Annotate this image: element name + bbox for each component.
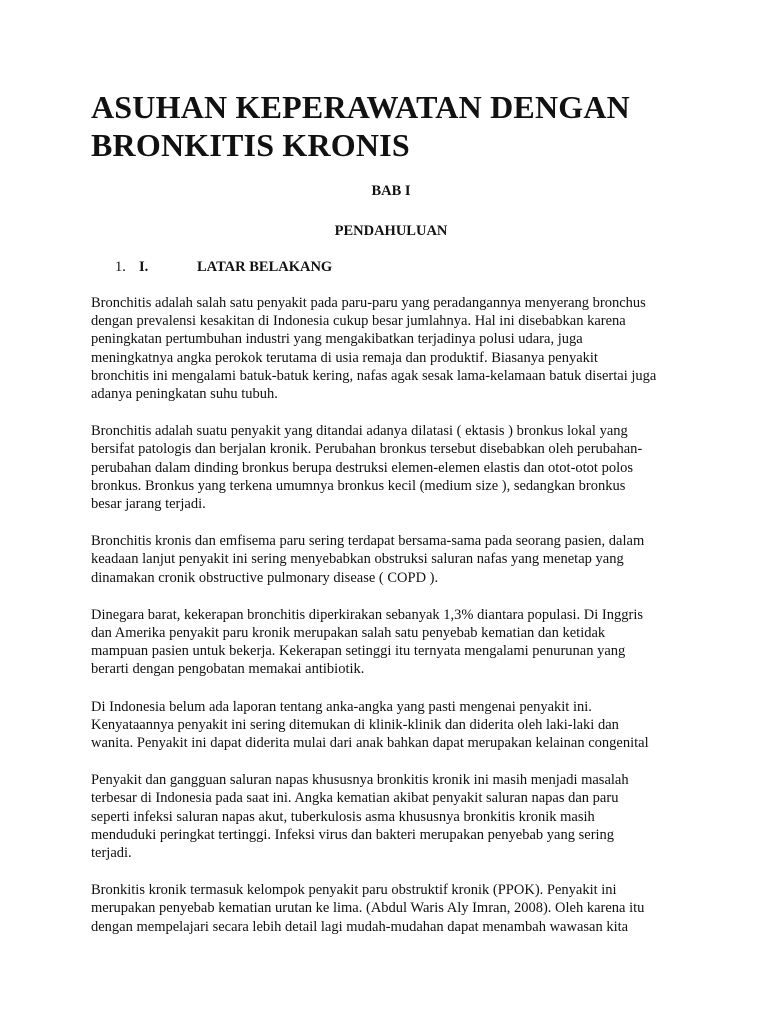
section-label: LATAR BELAKANG [197, 259, 333, 275]
paragraph: Bronchitis adalah salah satu penyakit pada paru-paru yang peradangannya menyerang bronchus dengan prevalensi kesakitan di Indonesia cukup besar jumlahnya. Hal ini disebabkan karena peningkatan pertumbuhan industri yang mengakibatkan terjadinya polusi udara, juga meningkatnya angka perokok terutama di usia remaja dan produktif. Biasanya penyakit bronchitis ini mengalami batuk-batuk kering, nafas agak sesak lama-kelamaan batuk disertai juga adanya peningkatan suhu tubuh. [91, 295, 657, 403]
section-number-cell [91, 258, 135, 276]
paragraph: Dinegara barat, kekerapan bronchitis diperkirakan sebanyak 1,3% diantara populasi. Di Inggris dan Amerika penyakit paru kronik merupakan salah satu penyebab kematian dan ketidak mampuan pasien untuk bekerja. Kekerapan setinggi itu ternyata mengalami penurunan yang berarti dengan pengobatan memakai antibiotik. [91, 606, 644, 678]
chapter-heading: BAB I [371, 183, 411, 199]
section-heading [91, 258, 691, 276]
document-page [91, 88, 691, 936]
paragraph: Bronkitis kronik termasuk kelompok penyakit paru obstruktif kronik (PPOK). Penyakit ini merupakan penyebab kematian urutan ke lima. (Abdul Waris Aly Imran, 2008). Oleh karena itu dengan mempelajari secara lebih detail lagi mudah-mudahan dapat menambah wawasan kita [91, 882, 645, 935]
document-title-line-2: BRONKITIS KRONIS [91, 127, 410, 163]
paragraph: Penyakit dan gangguan saluran napas khususnya bronkitis kronik ini masih menjadi masalah terbesar di Indonesia pada saat ini. Angka kematian akibat penyakit saluran napas dan paru seperti infeksi saluran napas akut, tuberkulosis asma khususnya bronkitis kronik masih menduduki peringkat tertinggi. Infeksi virus dan bakteri merupakan penyebab yang sering terjadi. [91, 772, 629, 862]
paragraph: Bronchitis kronis dan emfisema paru sering terdapat bersama-sama pada seorang pasien, dalam keadaan lanjut penyakit ini sering menyebabkan obstruksi saluran nafas yang menetap yang dinamakan cronik obstructive pulmonary disease ( COPD ). [91, 533, 645, 586]
section-roman-numeral: I. [139, 259, 149, 275]
document-title-line-1: ASUHAN KEPERAWATAN DENGAN [91, 89, 630, 125]
chapter-title: PENDAHULUAN [334, 223, 448, 239]
document-title [91, 88, 691, 164]
paragraph: Bronchitis adalah suatu penyakit yang ditandai adanya dilatasi ( ektasis ) bronkus lokal yang bersifat patologis dan berjalan kronik. Perubahan bronkus tersebut disebabkan oleh perubahan- perubahan dalam dinding bronkus berupa destruksi elemen-elemen elastis dan otot-otot polos bronkus. Bronkus yang terkena umumnya bronkus kecil (medium size ), sedangkan bronkus besar jarang terjadi. [91, 423, 643, 513]
section-number: 1. [115, 259, 126, 275]
paragraph: Di Indonesia belum ada laporan tentang anka-angka yang pasti mengenai penyakit ini. Kenyataannya penyakit ini sering ditemukan di klinik-klinik dan diderita oleh laki-laki dan wanita. Penyakit ini dapat diderita mulai dari anak bahkan dapat merupakan kelainan congenital [91, 698, 649, 752]
